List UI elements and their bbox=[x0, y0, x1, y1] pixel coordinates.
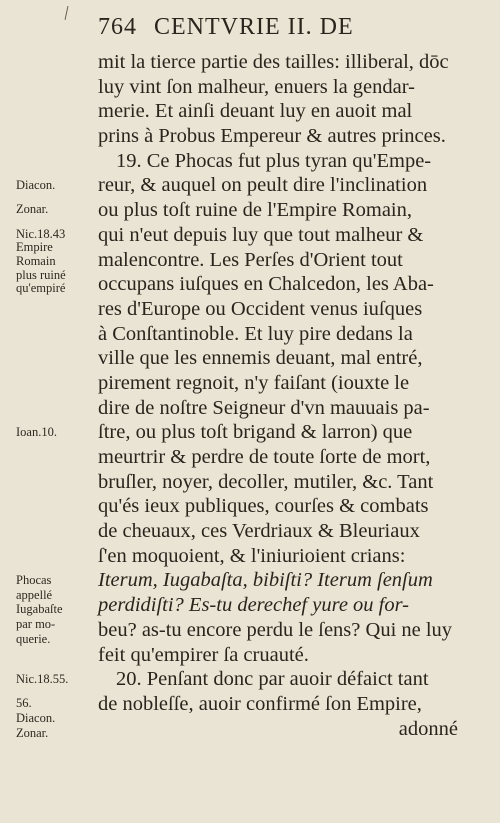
margin-note: querie. bbox=[16, 631, 51, 646]
text-line: de cheuaux, ces Verdriaux & Bleuriaux bbox=[98, 520, 420, 543]
page-mark bbox=[65, 6, 69, 20]
text-line: feit qu'empirer ſa cruauté. bbox=[98, 643, 309, 666]
page-number: 764 bbox=[98, 14, 137, 40]
margin-note: qu'empiré bbox=[16, 281, 66, 296]
margin-note: Nic.18.43 bbox=[16, 226, 66, 241]
margin-note: Diacon. bbox=[16, 177, 56, 192]
text-line: bruſler, noyer, decoller, mutiler, &c. Tant bbox=[98, 470, 434, 493]
text-line: dire de noſtre Seigneur d'vn mauuais pa- bbox=[98, 396, 430, 419]
text-line: ſtre, ou plus toſt brigand & larron) que bbox=[98, 421, 413, 444]
text-line: qu'és ieux publiques, courſes & combats bbox=[98, 495, 429, 518]
text-line: adonné bbox=[398, 717, 458, 740]
margin-note: Phocas bbox=[16, 572, 52, 587]
page-header bbox=[98, 14, 478, 41]
text-line: mit la tierce partie des tailles: illiberal, dōc bbox=[98, 51, 449, 73]
margin-note: Iugabaſte bbox=[16, 602, 63, 617]
text-line: merie. Et ainſi deuant luy en auoit mal bbox=[98, 100, 413, 123]
text-line: perdidiſti? Es-tu derechef yure ou for- bbox=[98, 594, 410, 617]
text-line: à Conſtantinoble. Et luy pire dedans la bbox=[98, 322, 413, 345]
text-line: pirement regnoit, n'y faiſant (iouxte le bbox=[98, 371, 410, 394]
margin-note: Empire bbox=[16, 240, 53, 255]
text-line: ſ'en moquoient, & l'iniurioient crians: bbox=[98, 544, 406, 567]
text-line: reur, & auquel on peult dire l'inclination bbox=[98, 174, 428, 197]
margin-note: Nic.18.55. bbox=[16, 671, 69, 686]
text-line: meurtrir & perdre de toute ſorte de mort, bbox=[98, 446, 431, 468]
text-line: de nobleſſe, auoir confirmé ſon Empire, bbox=[98, 692, 422, 715]
text-line: ville que les ennemis deuant, mal entré, bbox=[98, 347, 423, 370]
margin-note: Ioan.10. bbox=[16, 424, 57, 439]
main-text-block bbox=[98, 50, 458, 741]
text-line: 19. Ce Phocas fut plus tyran qu'Empe- bbox=[116, 149, 432, 172]
margin-note: appellé bbox=[16, 587, 53, 602]
margin-note: Zonar. bbox=[16, 725, 49, 740]
text-line: occupans iuſques en Chalcedon, les Aba- bbox=[98, 273, 434, 296]
margin-note: Zonar. bbox=[16, 202, 49, 217]
text-line: res d'Europe ou Occident venus iuſques bbox=[98, 297, 423, 320]
text-line: beu? as-tu encore perdu le ſens? Qui ne luy bbox=[98, 618, 453, 641]
margin-note: par mo- bbox=[16, 617, 56, 632]
margin-note: Romain bbox=[16, 254, 56, 269]
running-title: CENTVRIE II. DE bbox=[154, 14, 354, 40]
text-line: Iterum, Iugabaſta, bibiſti? Iterum ſenſum bbox=[98, 569, 433, 592]
text-line: prins à Probus Empereur & autres princes. bbox=[98, 125, 446, 148]
text-line: 20. Penſant donc par auoir défaict tant bbox=[116, 668, 429, 691]
text-line: luy vint ſon malheur, enuers la gendar- bbox=[98, 75, 415, 98]
margin-note: 56. bbox=[16, 696, 32, 711]
text-line: malencontre. Les Perſes d'Orient tout bbox=[98, 248, 403, 271]
text-line: ou plus toſt ruine de l'Empire Romain, bbox=[98, 199, 412, 222]
text-line: qui n'eut depuis luy que tout malheur & bbox=[98, 223, 424, 246]
margin-note: Diacon. bbox=[16, 711, 56, 726]
margin-note: plus ruiné bbox=[16, 267, 66, 282]
